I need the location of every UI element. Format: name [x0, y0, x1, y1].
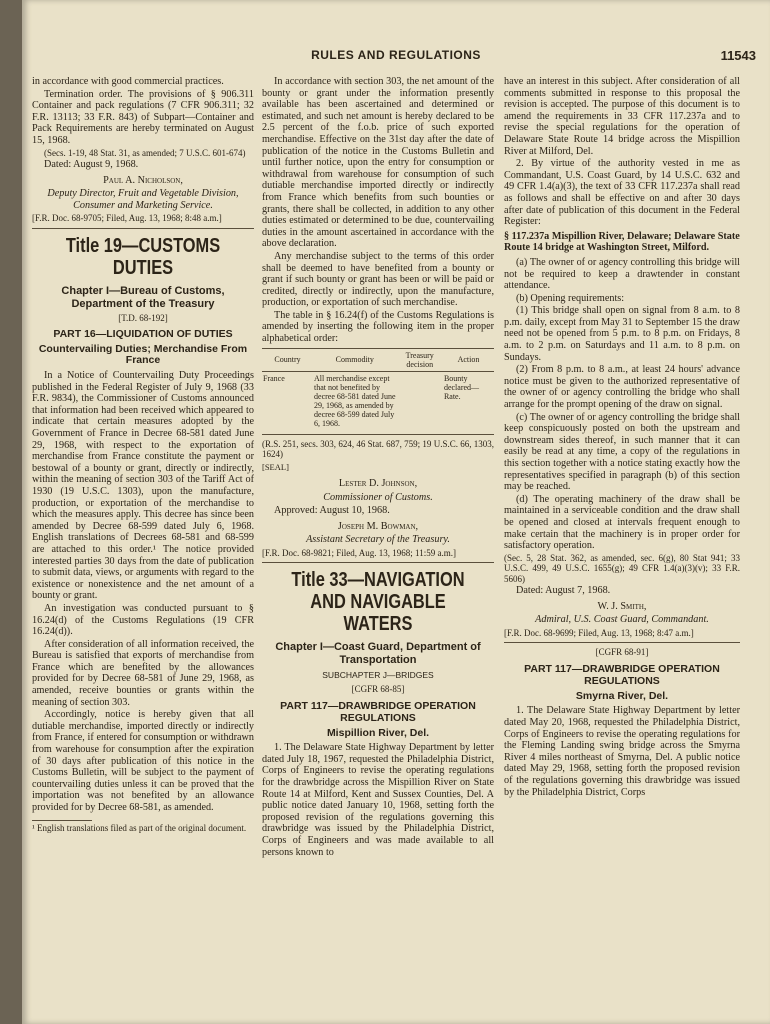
body-paragraph: Accordingly, notice is hereby given that all dutiable merchandise, imported directly or indirectly from France, if entered for consumption or withdrawn from warehouse for consumption after the expiration of 30 days after publication of this notice in the Customs Bulletin, will be subject to the payment of countervailing duties unless it can be proved that the importation was not benefited by an allowance provided for by Decree 68-581, as amended. — [32, 709, 254, 813]
body-paragraph: have an interest in this subject. After consideration of all comments submitted in response to this proposal the revision is accepted. The purpose of this document is to amend the requirements in 33 CFR 117.237a and to revise the special regulations for the operation of Delaware State Route 14 bridge across the Mispillion River at Milford, Del. — [504, 76, 740, 157]
td-number: [T.D. 68-192] — [118, 312, 168, 323]
table-row — [262, 371, 494, 430]
signer-name: Paul A. Nicholson, — [103, 174, 183, 186]
table-header-decision: Treasury decision — [397, 348, 443, 371]
signer-name: Lester D. Johnson, — [338, 478, 418, 490]
table-header-country: Country — [262, 348, 313, 371]
divider — [262, 434, 494, 435]
fr-doc-line: [F.R. Doc. 68-9705; Filed, Aug. 13, 1968; 8:48 a.m.] — [32, 213, 222, 224]
divider — [504, 642, 740, 643]
paragraph-b2: (2) From 8 p.m. to 8 a.m., at least 24 hours' advance notice must be given to the authorized representative of the owner of or agency controlling the bridge who shall arrange for the prompt opening of the draw on signal. — [504, 364, 740, 411]
signer-title: Deputy Director, Fruit and Vegetable Division, Consumer and Marketing Service. — [47, 188, 239, 211]
title-heading: Title 19—CUSTOMS DUTIES — [65, 234, 221, 279]
body-paragraph: 1. The Delaware State Highway Department by letter dated May 20, 1968, requested the Philadelphia District, Corps of Engineers to revise the operating regulations for the Fleming Landing swing bridge across the Smyrna River 4 miles northeast of Smyrna, Del. A public notice dated May 29, 1968, setting forth the proposed revision of the regulations governing this drawbridge was issued by the Philadelphia District, Corps — [504, 705, 740, 798]
signer-title: Assistant Secretary of the Treasury. — [306, 534, 450, 546]
chapter-heading: Chapter I—Coast Guard, Department of Transportation — [275, 641, 481, 667]
part-heading: PART 117—DRAWBRIDGE OPERATION REGULATIONS — [524, 662, 720, 688]
table-header-commodity: Commodity — [313, 348, 397, 371]
table-cell: All merchandise except that not benefited by decree 68-581 dated June 29, 1968, as amended by decree 68-599 dated July 6, 1968. — [314, 373, 396, 428]
part-heading: PART 16—LIQUIDATION OF DUTIES — [53, 328, 233, 341]
paragraph-a: (a) The owner of or agency controlling this bridge will not be required to keep a drawtender in constant attendance. — [504, 256, 740, 292]
table-cell: France — [263, 373, 285, 383]
fr-doc-line: [F.R. Doc. 68-9699; Filed, Aug. 13, 1968; 8:47 a.m.] — [504, 627, 694, 638]
authority-citation: (R.S. 251, secs. 303, 624, 46 Stat. 687, 759; 19 U.S.C. 66, 1303, 1624) — [262, 438, 494, 460]
body-paragraph: After consideration of all information received, the Bureau is satisfied that exports of merchandise from France which are benefited by the allowances provided for by Decree 68-581 of June 29, 1968, as amended, receive bounties or grants within the meaning of section 303. — [32, 638, 254, 708]
column-left — [32, 76, 254, 1020]
column-middle — [262, 76, 494, 1020]
divider — [32, 228, 254, 229]
divider — [262, 562, 494, 563]
table-cell — [397, 371, 443, 430]
body-paragraph: In a Notice of Countervailing Duty Proceedings published in the Federal Register of July 9, 1968 (33 F.R. 9834), the Commissioner of Customs announced that information had been received which appeared to indicate that certain measures adopted by the Government of France in Decree 68-581 dated June 29, 1968, with respect to the exportation of merchandise from France constitute the payment or bestowal of a bounty or grant, directly or indirectly, within the meaning of section 303 of the Tariff Act of 1930 (19 U.S.C. 1303), upon the manufacture, production, or exportation of the merchandise to which the measures apply. This decree has since been amended by Decree 68-599 dated July 6, 1968. English translations of Decrees 68-581 and 68-599 are attached to this order.¹ The notice provided interested parties 30 days from the date of publication to submit data, views, or arguments with regard to the existence or nonexistence and the net amount of a bounty or grant. — [32, 370, 254, 602]
cgfr-number: [CGFR 68-91] — [595, 647, 649, 658]
body-paragraph: 1. The Delaware State Highway Department by letter dated July 18, 1967, requested the Philadelphia District, Corps of Engineers to revise the operating regulations for the drawbridge across the Mispillion River on State Route 14 at Milford, Kent and Sussex Counties, Del. A public notice dated January 10, 1968, setting forth the proposed revision of the regulations governing this drawbridge was issued by the Philadelphia District, Corps of Engineers and was made available to all persons known to — [262, 742, 494, 858]
section-heading: Mispillion River, Del. — [326, 726, 430, 739]
body-paragraph: 2. By virtue of the authority vested in me as Commandant, U.S. Coast Guard, by 14 U.S.C. 632 and 49 CFR 1.4(a)(3), the text of 33 CFR 117.237a shall read as follows and shall be effective on and after 30 days after date of publication of this document in the Federal Register: — [504, 158, 740, 228]
termination-order: Termination order. The provisions of § 906.311 Container and pack regulations (7 CFR 906.311; 32 F.R. 13113; 33 F.R. 843) of Subpart—Container and Pack Requirements are hereby terminated on August 15, 1968. — [32, 88, 254, 146]
page-header — [22, 48, 770, 68]
signer-title: Commissioner of Customs. — [323, 491, 433, 503]
date-line: Dated: August 7, 1968. — [516, 584, 611, 596]
authority-citation: (Secs. 1-19, 48 Stat. 31, as amended; 7 U.S.C. 601-674) — [44, 147, 246, 158]
body-paragraph: Any merchandise subject to the terms of this order shall be deemed to have benefited from a bounty or grant if such bounty or grant has been or will be paid or credited, directly or indirectly, upon the manufacture, production, or exportation of such merchandise. — [262, 250, 494, 309]
fr-doc-line: [F.R. Doc. 68-9821; Filed, Aug. 13, 1968; 11:59 a.m.] — [262, 548, 456, 559]
body-paragraph: An investigation was conducted pursuant to § 16.24(d) of the Customs Regulations (19 CFR 16.24(d)). — [32, 602, 254, 638]
section-heading: Countervailing Duties; Merchandise From France — [38, 342, 248, 367]
subchapter-heading: SUBCHAPTER J—BRIDGES — [322, 670, 434, 681]
body-paragraph: In accordance with section 303, the net amount of the bounty or grant under the information presently available has been ascertained and determined or estimated, and such net amount is hereby declared to be 2.5 percent of the f.o.b. price of such exported merchandise. Effective on the 31st day after the date of publication of the notice in the Customs Bulletin and until further notice, upon the entry for consumption or withdrawal from warehouse for consumption of such dutiable merchandise imported directly or indirectly from France which benefits from such bounties or grants, there shall be collected, in addition to any other duties estimated or determined to be due, countervailing duties in the amount ascertained in accordance with the above declaration. — [262, 76, 494, 250]
title-heading: Title 33—NAVIGATION AND NAVIGABLE WATERS — [291, 569, 465, 636]
signer-title: Admiral, U.S. Coast Guard, Commandant. — [535, 614, 709, 626]
date-line: Dated: August 9, 1968. — [44, 158, 139, 170]
paragraph-b1: (1) This bridge shall open on signal from 8 a.m. to 8 p.m. daily, except from May 31 to September 15 the draw need not be opened from 5 p.m. to 8 p.m. on Fridays, 8 a.m. to 2 p.m. on Saturdays and 11 a.m. to 8 p.m. on Sundays. — [504, 305, 740, 363]
body-paragraph: The table in § 16.24(f) of the Customs Regulations is amended by inserting the following item in the proper alphabetical order: — [262, 309, 494, 345]
table-cell: Bounty declared—Rate. — [443, 373, 480, 401]
seal-mark: [SEAL] — [262, 462, 289, 473]
part-heading: PART 117—DRAWBRIDGE OPERATION REGULATIONS — [280, 699, 476, 725]
paragraph-d: (d) The operating machinery of the draw shall be maintained in a serviceable condition and the draw shall be opened and closed at intervals frequent enough to make certain that the machinery is in proper order for satisfactory operation. — [504, 493, 740, 552]
paragraph: in accordance with good commercial practices. — [32, 76, 224, 87]
paragraph-c: (c) The owner of or agency controlling the bridge shall keep conspicuously posted on both the upstream and downstream sides thereof, in such manner that it can easily be read at any time, a copy of the regulations in this section together with a notice stating exactly how the representatives specified in paragraph (b) of this section may be reached. — [504, 411, 740, 493]
cgfr-number: [CGFR 68-85] — [351, 684, 405, 695]
footnote: ¹ English translations filed as part of the original document. — [32, 822, 247, 833]
footnote-divider — [32, 820, 92, 821]
table-header-action: Action — [443, 348, 494, 371]
page-number: 11543 — [720, 48, 756, 63]
column-right — [504, 76, 740, 1020]
document-page — [22, 0, 770, 1024]
running-head: RULES AND REGULATIONS — [311, 48, 481, 62]
chapter-heading: Chapter I—Bureau of Customs, Department of the Treasury — [61, 284, 225, 310]
section-heading: Smyrna River, Del. — [575, 689, 669, 702]
paragraph-b: (b) Opening requirements: — [516, 292, 625, 304]
signer-name: Joseph M. Bowman, — [337, 520, 419, 532]
signer-name: W. J. Smith, — [597, 600, 647, 612]
approved-line: Approved: August 10, 1968. — [274, 505, 390, 517]
countervailing-table — [262, 348, 494, 430]
authority-citation: (Sec. 5, 28 Stat. 362, as amended, sec. 6(g), 80 Stat 941; 33 U.S.C. 499, 49 U.S.C. 1655(g); 49 CFR 1.4(a)(3)(v); 33 F.R. 5606) — [504, 552, 740, 584]
section-title: § 117.237a Mispillion River, Delaware; Delaware State Route 14 bridge at Washington Street, Milford. — [504, 230, 740, 254]
